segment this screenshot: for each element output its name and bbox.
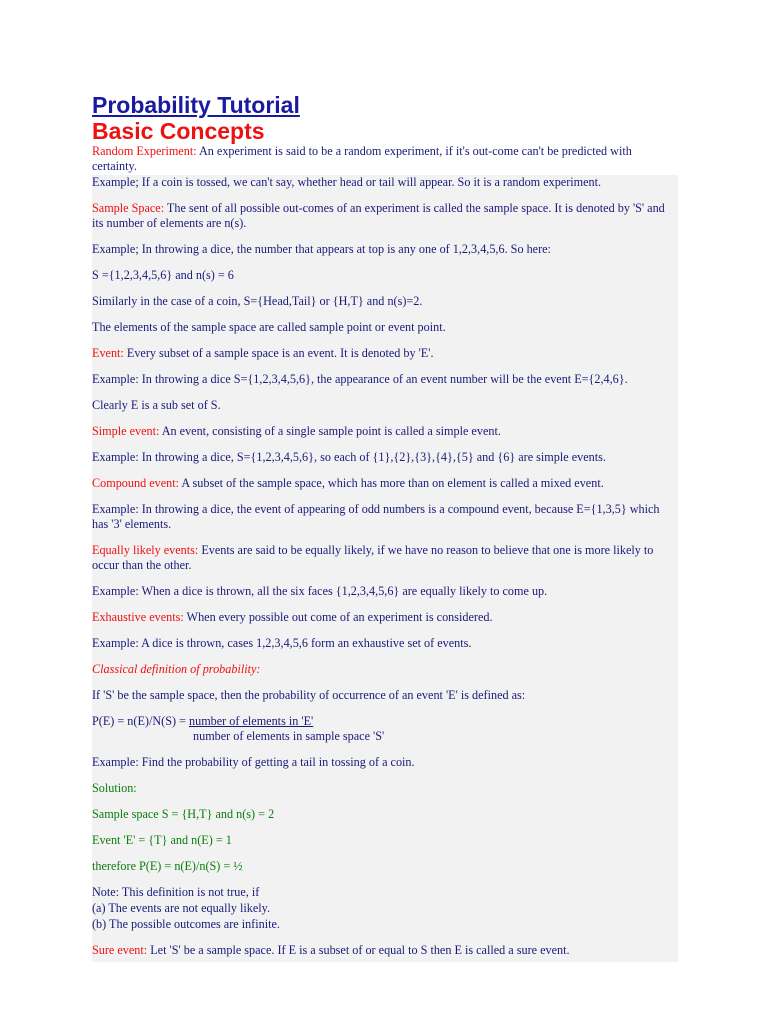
event-example: Example: In throwing a dice S={1,2,3,4,5,6}, the appearance of an event number will be the event E={2,4,6}. — [92, 372, 628, 386]
note-line-1: Note: This definition is not true, if — [92, 885, 260, 899]
classical-heading: Classical definition of probability: — [92, 662, 261, 676]
term-exhaustive: Exhaustive events: — [92, 610, 184, 624]
equally-likely-text: Events are said to be equally likely, if we have no reason to believe that one is more likely to occur than the other. — [92, 543, 654, 572]
document — [92, 92, 678, 962]
probability-formula — [92, 714, 678, 744]
note-line-2: (a) The events are not equally likely. — [92, 901, 271, 915]
term-compound-event: Compound event: — [92, 476, 179, 490]
term-equally-likely: Equally likely events: — [92, 543, 199, 557]
solution-line-1: Sample space S = {H,T} and n(s) = 2 — [92, 807, 275, 821]
simple-event-text: An event, consisting of a single sample point is called a simple event. — [159, 424, 501, 438]
exhaustive-example: Example: A dice is thrown, cases 1,2,3,4,5,6 form an exhaustive set of events. — [92, 636, 472, 650]
formula-top — [92, 714, 678, 729]
sure-event-definition — [92, 943, 678, 958]
term-event: Event: — [92, 346, 124, 360]
event-subset-text: Clearly E is a sub set of S. — [92, 398, 221, 412]
sure-event-text: Let 'S' be a sample space. If E is a subset of or equal to S then E is called a sure event. — [147, 943, 570, 957]
page-title: Probability Tutorial — [92, 92, 300, 118]
sample-space-text: The sent of all possible out-comes of an experiment is called the sample space. It is denoted by 'S' and its number of elements are n(s). — [92, 201, 665, 230]
simple-event-definition — [92, 424, 678, 439]
equally-likely-example: Example: When a dice is thrown, all the six faces {1,2,3,4,5,6} are equally likely to come up. — [92, 584, 548, 598]
solution-label: Solution: — [92, 781, 137, 795]
page-subtitle: Basic Concepts — [92, 118, 265, 144]
event-definition — [92, 346, 678, 361]
term-random-experiment: Random Experiment: — [92, 144, 197, 158]
solution-line-2: Event 'E' = {T} and n(E) = 1 — [92, 833, 232, 847]
exhaustive-text: When every possible out come of an experiment is considered. — [183, 610, 493, 624]
classical-intro: If 'S' be the sample space, then the probability of occurrence of an event 'E' is defined as: — [92, 688, 526, 702]
formula-numerator: number of elements in 'E' — [189, 714, 314, 728]
formula-denominator: number of elements in sample space 'S' — [193, 729, 385, 743]
formula-lhs: P(E) = n(E)/N(S) = — [92, 714, 190, 728]
compound-event-text: A subset of the sample space, which has more than on element is called a mixed event. — [179, 476, 604, 490]
note-line-3: (b) The possible outcomes are infinite. — [92, 917, 280, 931]
term-simple-event: Simple event: — [92, 424, 160, 438]
random-experiment-definition — [92, 144, 678, 174]
content-body — [92, 175, 678, 962]
exhaustive-definition — [92, 610, 678, 625]
sample-points-text: The elements of the sample space are called sample point or event point. — [92, 320, 446, 334]
simple-event-example: Example: In throwing a dice, S={1,2,3,4,5,6}, so each of {1},{2},{3},{4},{5} and {6} are simple events. — [92, 450, 606, 464]
event-text: Every subset of a sample space is an event. It is denoted by 'E'. — [123, 346, 434, 360]
sample-space-definition — [92, 201, 678, 231]
equally-likely-definition — [92, 543, 678, 573]
compound-event-example: Example: In throwing a dice, the event of appearing of odd numbers is a compound event, because E={1,3,5} which has '3' elements. — [92, 502, 660, 531]
random-experiment-example: Example; If a coin is tossed, we can't say, whether head or tail will appear. So it is a random experiment. — [92, 175, 602, 189]
classical-example: Example: Find the probability of getting a tail in tossing of a coin. — [92, 755, 415, 769]
coin-sample-space: Similarly in the case of a coin, S={Head,Tail} or {H,T} and n(s)=2. — [92, 294, 423, 308]
term-sample-space: Sample Space: — [92, 201, 165, 215]
sample-space-example: Example; In throwing a dice, the number that appears at top is any one of 1,2,3,4,5,6. So here: — [92, 242, 551, 256]
term-sure-event: Sure event: — [92, 943, 148, 957]
random-experiment-text: An experiment is said to be a random experiment, if it's out-come can't be predicted with certainty. — [92, 144, 632, 173]
solution-line-3: therefore P(E) = n(E)/n(S) = ½ — [92, 859, 243, 873]
sample-space-set: S ={1,2,3,4,5,6} and n(s) = 6 — [92, 268, 234, 282]
compound-event-definition — [92, 476, 678, 491]
